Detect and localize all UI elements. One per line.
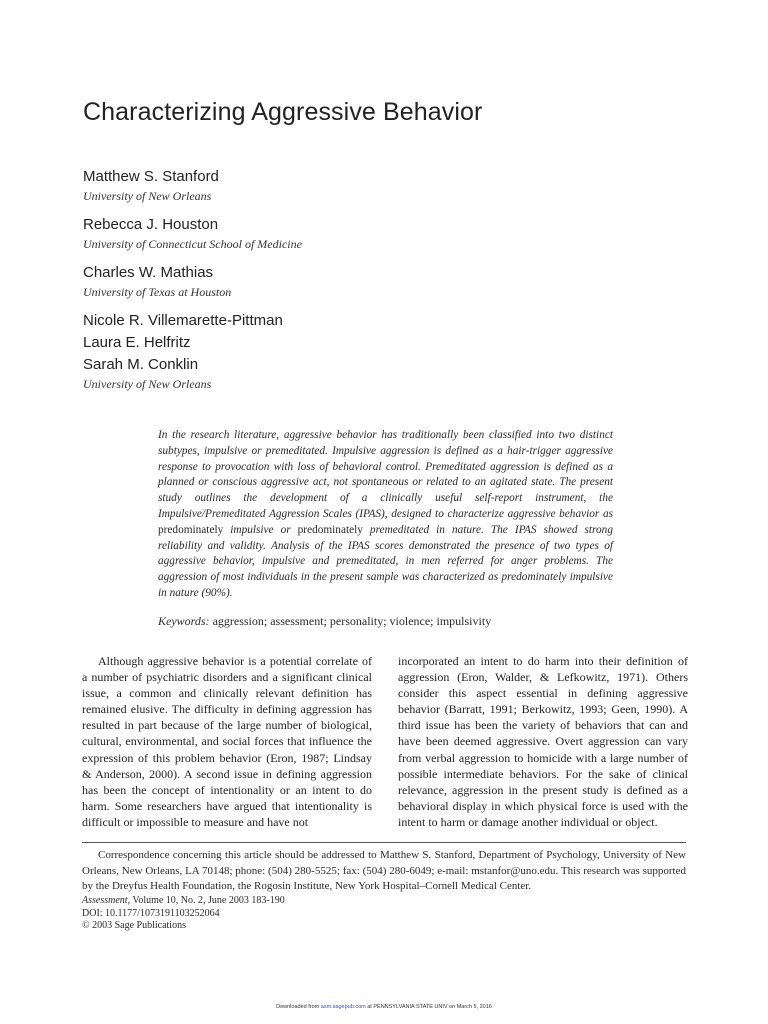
abstract (158, 428, 613, 602)
author-name: Nicole R. Villemarette-Pittman (83, 312, 283, 329)
keywords-terms: aggression; assessment; personality; violence; impulsivity (212, 614, 492, 628)
author-affiliation: University of Connecticut School of Medicine (83, 237, 302, 251)
download-footer (0, 1004, 768, 1010)
body-column-right: incorporated an intent to do harm into their definition of aggression (Eron, Walder, & Lefkowitz, 1971). Others consider this aspect essential in defining aggressive behavior (Barratt, 1991; Berkowitz, 1993; Geen, 1990). A third issue has been the variety of behaviors that can and have been deemed aggressive. Overt aggression can vary from verbal aggression to homicide with a large number of possible intermediate behaviors. For the sake of clinical relevance, aggression in the present study is defined as a behavioral display in which physical force is used with the intent to harm or damage another individual or object. (398, 654, 688, 829)
author-name: Rebecca J. Houston (83, 216, 219, 233)
footer-prefix: Downloaded from (276, 1004, 321, 1010)
author-group (83, 166, 643, 204)
author-group (83, 262, 643, 300)
body-column-left: Although aggressive behavior is a potential correlate of a number of psychiatric disorders and a significant clinical issue, a common and clinically relevant definition has remained elusive. The difficulty in defining aggression has resulted in part because of the large number of biological, cultural, environmental, and social forces that influence the expression of this problem behavior (Eron, 1987; Lindsay & Anderson, 2000). A second issue in defining aggression has been the concept of intentionality or an intent to do harm. Some researchers have argued that intentionality is difficult or impossible to measure and have not (82, 654, 372, 829)
author-affiliation: University of Texas at Houston (83, 285, 232, 299)
author-name: Laura E. Helfritz (83, 334, 191, 351)
abstract-text-roman: predominately (158, 523, 224, 536)
abstract-text: In the research literature, aggressive behavior has traditionally been classified into two distinct subtypes, impulsive or premeditated. Impulsive aggression is defined as a hair-trigger aggressive response to provocation with loss of behavioral control. Premeditated aggression is defined as a planned or conscious aggressive act, not spontaneous or related to an agitated state. The present study outlines the development of a clinically useful self-report instrument, the Impulsive/Premeditated Aggression Scales (IPAS), designed to characterize aggressive behavior as (158, 429, 613, 520)
publication-info (82, 895, 482, 933)
author-affiliation: University of New Orleans (83, 377, 212, 391)
copyright-line: © 2003 Sage Publications (82, 920, 186, 931)
footnote-divider (82, 842, 686, 843)
abstract-text: impulsive or (223, 523, 298, 536)
keywords (158, 614, 613, 629)
journal-name: Assessment (82, 895, 128, 906)
journal-volume: , Volume 10, No. 2, June 2003 183-190 (127, 895, 285, 906)
correspondence-note: Correspondence concerning this article should be addressed to Matthew S. Stanford, Department of Psychology, University of New Orleans, New Orleans, LA 70148; phone: (504) 280-5525; fax: (504) 280-6049; e-mail: mstanfor@uno.edu. This research was supported by the Dreyfus Health Foundation, the Rogosin Institute, New York Hospital–Cornell Medical Center. (82, 849, 686, 892)
author-group (83, 214, 643, 252)
author-group (83, 310, 643, 392)
journal-line (82, 895, 482, 908)
doi-line: DOI: 10.1177/1073191103252064 (82, 907, 220, 919)
keywords-label: Keywords: (158, 614, 210, 628)
abstract-text-roman: predominately (297, 523, 363, 536)
footer-suffix: at PENNSYLVANIA STATE UNIV on March 5, 2016 (365, 1004, 492, 1010)
article-title: Characterizing Aggressive Behavior (83, 98, 483, 126)
footer-link[interactable]: asm.sagepub.com (320, 1004, 366, 1010)
author-affiliation: University of New Orleans (83, 189, 212, 203)
author-name: Charles W. Mathias (83, 264, 214, 281)
author-name: Matthew S. Stanford (83, 168, 219, 185)
abstract-text: premeditated in nature. The IPAS showed strong reliability and validity. Analysis of the IPAS scores demonstrated the presence of two types of aggressive behavior, impulsive and premeditated, in men referred for anger problems. The aggression of most individuals in the present sample was characterized as predominately impulsive in nature (90%). (158, 523, 613, 599)
author-name: Sarah M. Conklin (83, 356, 199, 373)
author-list (83, 166, 643, 402)
